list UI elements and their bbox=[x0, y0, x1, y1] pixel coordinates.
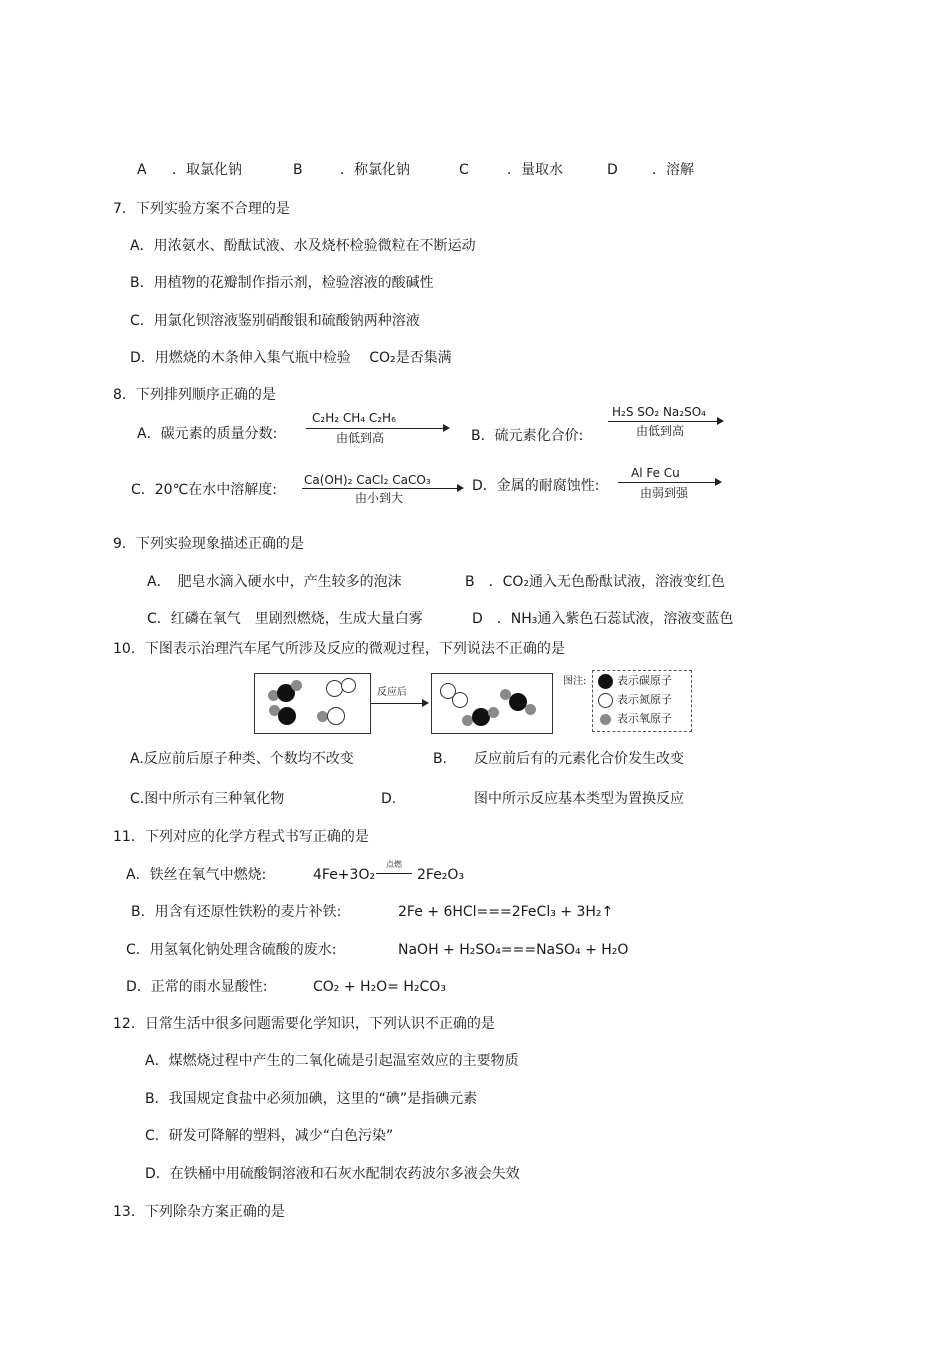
oxygen-atom bbox=[525, 704, 536, 715]
q10-option-c: C.图中所示有三种氧化物 bbox=[130, 791, 285, 807]
q8-option-a-order: 由低到高 bbox=[336, 431, 385, 445]
carbon-atom bbox=[278, 707, 296, 725]
q8-option-a-formulas: C₂H₂ CH₄ C₂H₆ bbox=[312, 411, 396, 425]
q11-option-c-equation: NaOH + H₂SO₄===NaSO₄ + H₂O bbox=[398, 942, 629, 958]
q11-option-b-equation: 2Fe + 6HCl===2FeCl₃ + 3H₂↑ bbox=[398, 904, 614, 920]
reaction-arrow bbox=[371, 703, 423, 704]
q8-stem: 8．下列排列顺序正确的是 bbox=[113, 387, 276, 403]
q6-option-d-text: ．溶解 bbox=[652, 162, 694, 178]
q10-option-b-letter: B. bbox=[433, 751, 448, 767]
q8-option-b-label: B．硫元素化合价: bbox=[471, 428, 584, 444]
q6-option-a-text: ．取氯化钠 bbox=[172, 162, 242, 178]
q11-option-a-products: 2Fe₂O₃ bbox=[417, 867, 465, 883]
q9-option-c: C．红磷在氧气 里剧烈燃烧，生成大量白雾 bbox=[147, 611, 423, 627]
legend-carbon-label: 表示碳原子 bbox=[617, 674, 672, 687]
q12-option-d: D．在铁桶中用硫酸铜溶液和石灰水配制农药波尔多液会失效 bbox=[145, 1166, 520, 1182]
q8-option-a-label: A．碳元素的质量分数: bbox=[137, 426, 278, 442]
q11-option-b-label: B．用含有还原性铁粉的麦片补铁: bbox=[131, 904, 342, 920]
q10-option-a: A.反应前后原子种类、个数均不改变 bbox=[130, 751, 354, 767]
q9-stem: 9．下列实验现象描述正确的是 bbox=[113, 536, 304, 552]
q8-option-d-arrow bbox=[618, 482, 716, 483]
q11-option-a-label: A．铁丝在氧气中燃烧: bbox=[126, 867, 267, 883]
q8-option-c-label: C．20℃在水中溶解度: bbox=[131, 482, 278, 498]
q8-option-b-order: 由低到高 bbox=[636, 424, 685, 438]
q9-option-b: B ．CO₂通入无色酚酞试液，溶液变红色 bbox=[465, 574, 726, 590]
q12-option-b: B．我国规定食盐中必须加碘，这里的“碘”是指碘元素 bbox=[145, 1091, 478, 1107]
carbon-legend-icon bbox=[598, 674, 613, 689]
q8-option-b-formulas: H₂S SO₂ Na₂SO₄ bbox=[612, 405, 706, 419]
q11-option-a-condition: 点燃 bbox=[386, 860, 402, 869]
q6-option-c-letter: C bbox=[459, 162, 469, 178]
oxygen-legend-icon bbox=[600, 714, 611, 725]
atom-legend bbox=[592, 670, 692, 732]
legend-oxygen-label: 表示氧原子 bbox=[617, 712, 672, 725]
q7-option-c: C．用氯化钡溶液鉴别硝酸银和硫酸钠两种溶液 bbox=[130, 313, 420, 329]
q10-option-d-letter: D. bbox=[381, 791, 397, 807]
oxygen-atom bbox=[291, 680, 302, 691]
q7-option-a: A．用浓氨水、酚酞试液、水及烧杯检验微粒在不断运动 bbox=[130, 238, 476, 254]
q7-option-d: D．用燃烧的木条伸入集气瓶中检验 CO₂是否集满 bbox=[130, 350, 452, 366]
q6-option-b-letter: B bbox=[293, 162, 303, 178]
q11-option-d-label: D．正常的雨水显酸性: bbox=[126, 979, 268, 995]
q12-option-c: C．研发可降解的塑料，减少“白色污染” bbox=[145, 1128, 394, 1144]
reaction-before-box bbox=[254, 673, 371, 734]
q7-option-b: B．用植物的花瓣制作指示剂，检验溶液的酸碱性 bbox=[130, 275, 434, 291]
nitrogen-atom bbox=[452, 692, 468, 708]
q10-option-b: 反应前后有的元素化合价发生改变 bbox=[474, 751, 684, 767]
nitrogen-legend-icon bbox=[598, 693, 613, 708]
q6-option-b-text: ．称氯化钠 bbox=[340, 162, 410, 178]
q6-option-a-letter: A bbox=[137, 162, 147, 178]
reaction-arrow-label: 反应后 bbox=[377, 687, 407, 698]
q8-option-d-order: 由弱到强 bbox=[640, 486, 689, 500]
reaction-after-box bbox=[431, 673, 553, 734]
q8-option-d-label: D．金属的耐腐蚀性: bbox=[472, 478, 600, 494]
nitrogen-atom bbox=[341, 678, 356, 693]
q7-stem: 7．下列实验方案不合理的是 bbox=[113, 201, 290, 217]
q8-option-d-formulas: Al Fe Cu bbox=[631, 466, 680, 480]
q13-stem: 13．下列除杂方案正确的是 bbox=[113, 1204, 285, 1220]
nitrogen-atom bbox=[327, 707, 345, 725]
q8-option-c-formulas: Ca(OH)₂ CaCl₂ CaCO₃ bbox=[304, 473, 431, 487]
q10-option-d: 图中所示反应基本类型为置换反应 bbox=[474, 791, 684, 807]
q9-option-a: A． 肥皂水滴入硬水中，产生较多的泡沫 bbox=[147, 574, 402, 590]
q6-option-d-letter: D bbox=[607, 162, 618, 178]
q11-option-d-equation: CO₂ + H₂O= H₂CO₃ bbox=[313, 979, 446, 995]
q8-option-c-order: 由小到大 bbox=[355, 491, 404, 505]
q11-option-c-label: C．用氢氧化钠处理含硫酸的废水: bbox=[126, 942, 337, 958]
q12-stem: 12．日常生活中很多问题需要化学知识，下列认识不正确的是 bbox=[113, 1016, 495, 1032]
legend-title: 图注: bbox=[563, 676, 587, 687]
q9-option-d: D ．NH₃通入紫色石蕊试液，溶液变蓝色 bbox=[472, 611, 734, 627]
q11-option-a-equals-line bbox=[376, 873, 412, 874]
q6-option-c-text: ．量取水 bbox=[507, 162, 563, 178]
legend-nitrogen-label: 表示氮原子 bbox=[617, 693, 672, 706]
q11-option-a-reactants: 4Fe+3O₂ bbox=[313, 867, 376, 883]
q11-stem: 11．下列对应的化学方程式书写正确的是 bbox=[113, 829, 369, 845]
q12-option-a: A．煤燃烧过程中产生的二氧化硫是引起温室效应的主要物质 bbox=[145, 1053, 519, 1069]
q10-stem: 10．下图表示治理汽车尾气所涉及反应的微观过程，下列说法不正确的是 bbox=[113, 641, 565, 657]
oxygen-atom bbox=[488, 707, 499, 718]
